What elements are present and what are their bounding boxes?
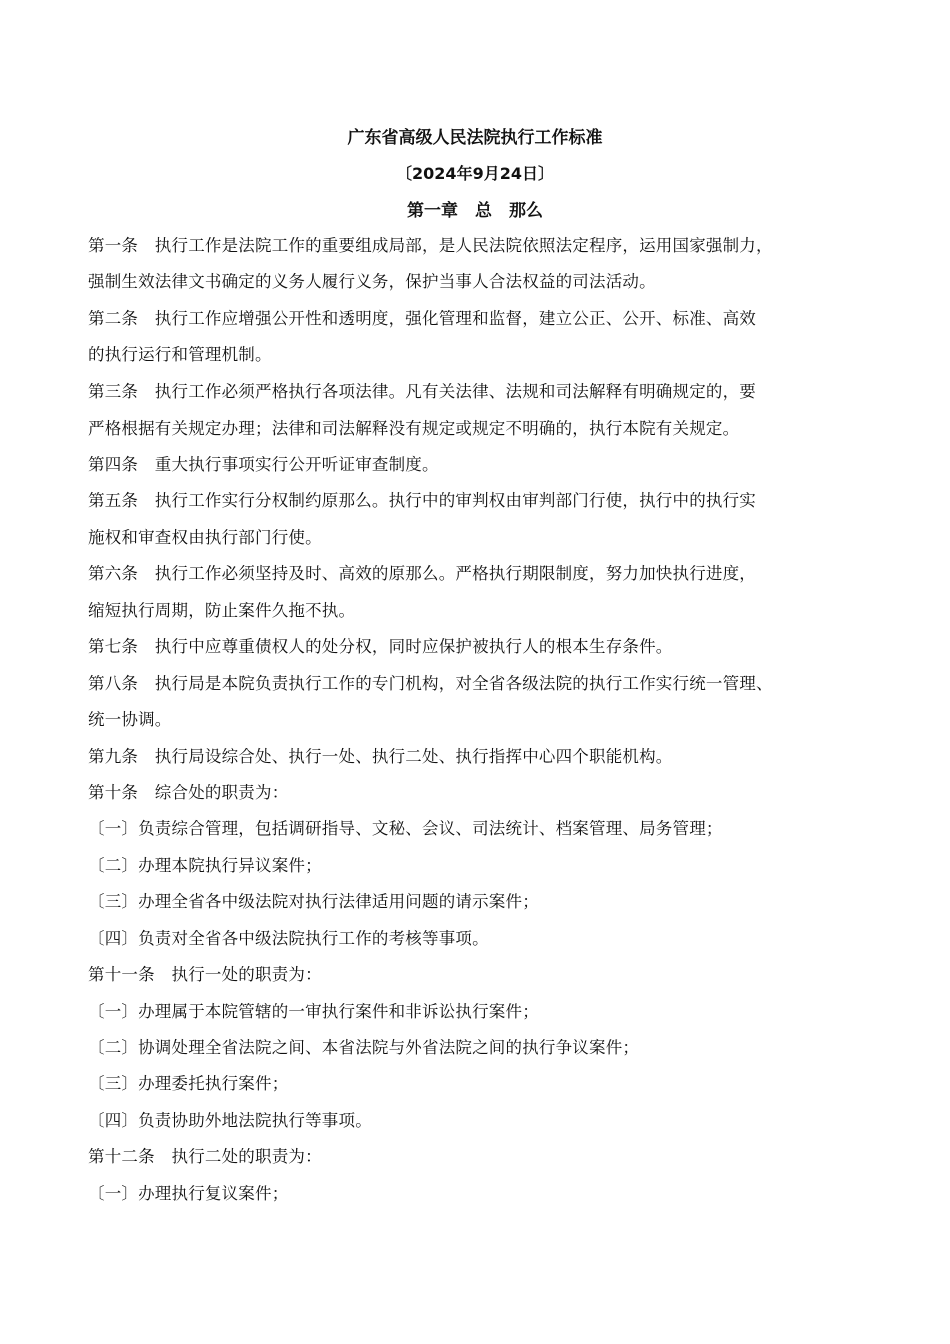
document-date: 〔2024年9月24日〕 (396, 164, 554, 183)
document-title: 广东省高级人民法院执行工作标准 (347, 128, 603, 148)
article-line: 第二条 执行工作应增强公开性和透明度，强化管理和监督，建立公正、公开、标准、高效 (88, 309, 756, 328)
article-line: 统一协调。 (88, 710, 172, 729)
article-line: 第十条 综合处的职责为： (88, 783, 289, 802)
list-item: 〔一〕办理属于本院管辖的一审执行案件和非诉讼执行案件； (88, 1002, 539, 1021)
article-line: 施权和审查权由执行部门行使。 (88, 528, 322, 547)
list-item: 〔一〕负责综合管理，包括调研指导、文秘、会议、司法统计、档案管理、局务管理； (88, 819, 723, 838)
list-item: 〔二〕办理本院执行异议案件； (88, 856, 322, 875)
article-line: 第八条 执行局是本院负责执行工作的专门机构，对全省各级法院的执行工作实行统一管理、 (88, 674, 773, 693)
list-item: 〔三〕办理委托执行案件； (88, 1074, 289, 1093)
article-line: 第九条 执行局设综合处、执行一处、执行二处、执行指挥中心四个职能机构。 (88, 747, 673, 766)
article-line: 的执行运行和管理机制。 (88, 345, 272, 364)
article-line: 第五条 执行工作实行分权制约原那么。执行中的审判权由审判部门行使，执行中的执行实 (88, 491, 756, 510)
article-line: 第七条 执行中应尊重债权人的处分权，同时应保护被执行人的根本生存条件。 (88, 637, 673, 656)
list-item: 〔一〕办理执行复议案件； (88, 1184, 289, 1203)
list-item: 〔四〕负责对全省各中级法院执行工作的考核等事项。 (88, 929, 489, 948)
article-line: 第十二条 执行二处的职责为： (88, 1147, 322, 1166)
article-line: 缩短执行周期，防止案件久拖不执。 (88, 601, 356, 620)
list-item: 〔三〕办理全省各中级法院对执行法律适用问题的请示案件； (88, 892, 539, 911)
article-line: 第三条 执行工作必须严格执行各项法律。凡有关法律、法规和司法解释有明确规定的，要 (88, 382, 756, 401)
article-line: 第十一条 执行一处的职责为： (88, 965, 322, 984)
list-item: 〔四〕负责协助外地法院执行等事项。 (88, 1111, 372, 1130)
chapter-heading: 第一章 总 那么 (407, 201, 543, 221)
article-line: 强制生效法律文书确定的义务人履行义务，保护当事人合法权益的司法活动。 (88, 272, 656, 291)
article-line: 严格根据有关规定办理；法律和司法解释没有规定或规定不明确的，执行本院有关规定。 (88, 419, 740, 438)
article-line: 第六条 执行工作必须坚持及时、高效的原那么。严格执行期限制度，努力加快执行进度， (88, 564, 756, 583)
article-line: 第一条 执行工作是法院工作的重要组成局部，是人民法院依照法定程序，运用国家强制力， (88, 236, 773, 255)
article-line: 第四条 重大执行事项实行公开听证审查制度。 (88, 455, 439, 474)
list-item: 〔二〕协调处理全省法院之间、本省法院与外省法院之间的执行争议案件； (88, 1038, 640, 1057)
